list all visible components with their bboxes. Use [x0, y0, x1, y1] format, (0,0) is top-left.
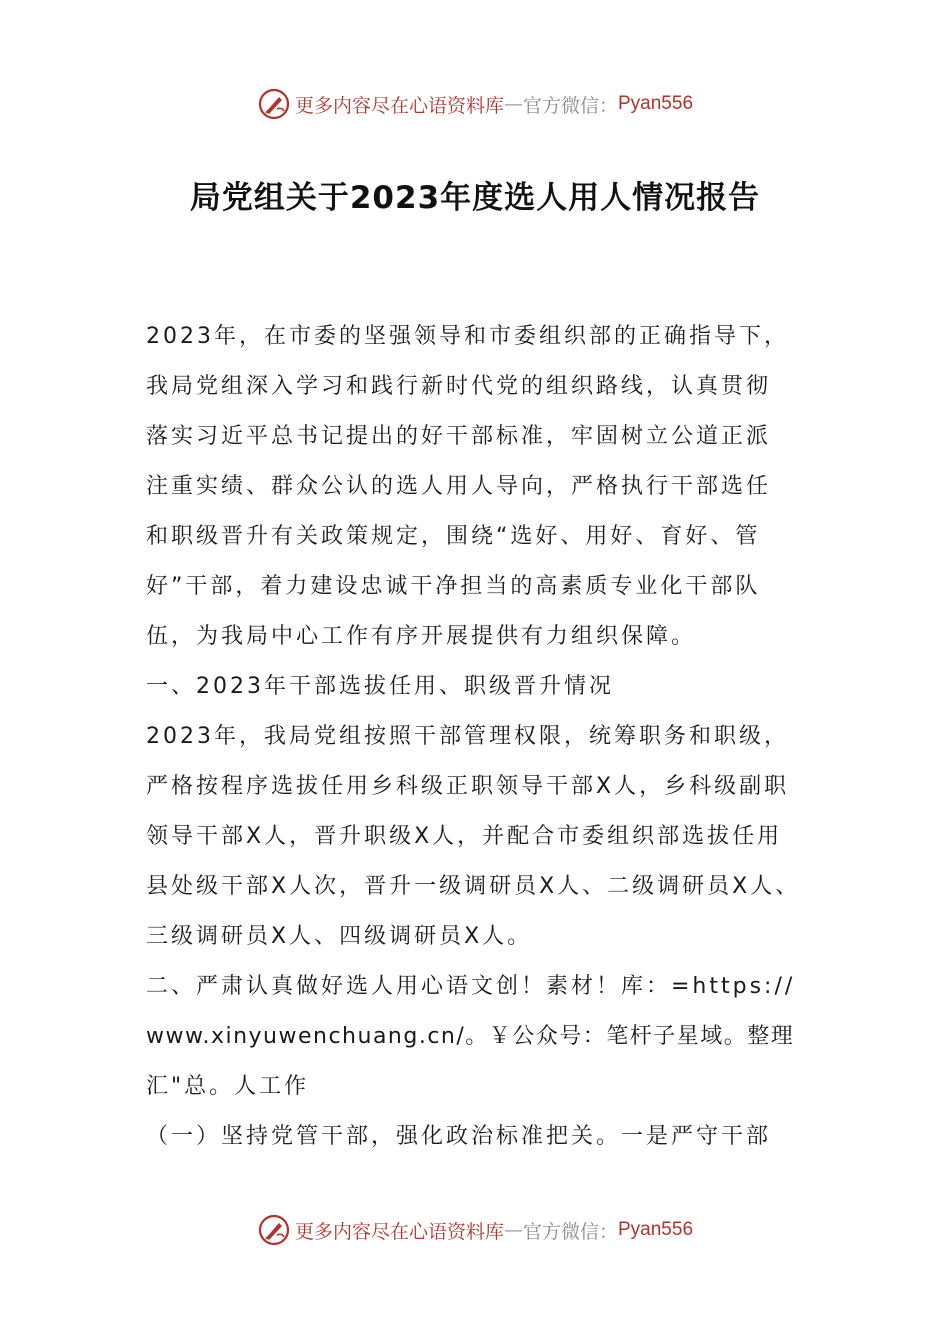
- body-line: 2023年，在市委的坚强领导和市委组织部的正确指导下，: [146, 324, 789, 349]
- body-line: 落实习近平总书记提出的好干部标准，牢固树立公道正派: [146, 424, 772, 449]
- body-line: 我局党组深入学习和践行新时代党的组织路线，认真贯彻: [146, 374, 772, 399]
- subsection-heading: （一）坚持党管干部，强化政治标准把关。一是严守干部: [146, 1124, 772, 1149]
- body-line: 伍，为我局中心工作有序开展提供有力组织保障。: [146, 624, 697, 649]
- body-line: 汇"总。人工作: [146, 1074, 310, 1099]
- banner-red-text: 更多内容尽在心语资料库: [294, 94, 504, 117]
- banner-wechat-id: Pyan556: [618, 93, 694, 114]
- section-heading: 一、2023年干部选拔任用、职级晋升情况: [146, 674, 614, 699]
- banner-dash: —: [503, 93, 523, 115]
- body-line: 领导干部X人，晋升职级X人，并配合市委组织部选拔任用: [146, 824, 783, 849]
- banner-wechat-id: Pyan556: [618, 1219, 694, 1240]
- body-line: 和职级晋升有关政策规定，围绕“选好、用好、育好、管: [146, 524, 761, 549]
- footer-watermark-banner: [0, 1210, 950, 1250]
- banner-dash: —: [503, 1219, 523, 1241]
- section-heading: 二、严肃认真做好选人用心语文创！素材！库：=https://: [146, 974, 796, 999]
- body-line: www.xinyuwenchuang.cn/。￥公众号：笔杆子星域。整理: [146, 1024, 795, 1049]
- body-line: 好”干部，着力建设忠诚干净担当的高素质专业化干部队: [146, 574, 761, 599]
- document-body: [146, 312, 826, 1162]
- pen-logo-icon: [257, 87, 291, 121]
- body-line: 2023年，我局党组按照干部管理权限，统筹职务和职级，: [146, 724, 789, 749]
- document-title: 局党组关于2023年度选人用人情况报告: [189, 180, 761, 216]
- body-line: 县处级干部X人次，晋升一级调研员X人、二级调研员X人、: [146, 874, 801, 899]
- banner-red-text: 更多内容尽在心语资料库: [294, 1220, 504, 1243]
- banner-gray-text: 官方微信：: [522, 94, 618, 117]
- header-watermark-banner: [0, 84, 950, 124]
- body-line: 注重实绩、群众公认的选人用人导向，严格执行干部选任: [146, 474, 772, 499]
- body-line: 三级调研员X人、四级调研员X人。: [146, 924, 533, 949]
- pen-logo-icon: [257, 1213, 291, 1247]
- body-line: 严格按程序选拔任用乡科级正职领导干部X人，乡科级副职: [146, 774, 790, 799]
- banner-gray-text: 官方微信：: [522, 1220, 618, 1243]
